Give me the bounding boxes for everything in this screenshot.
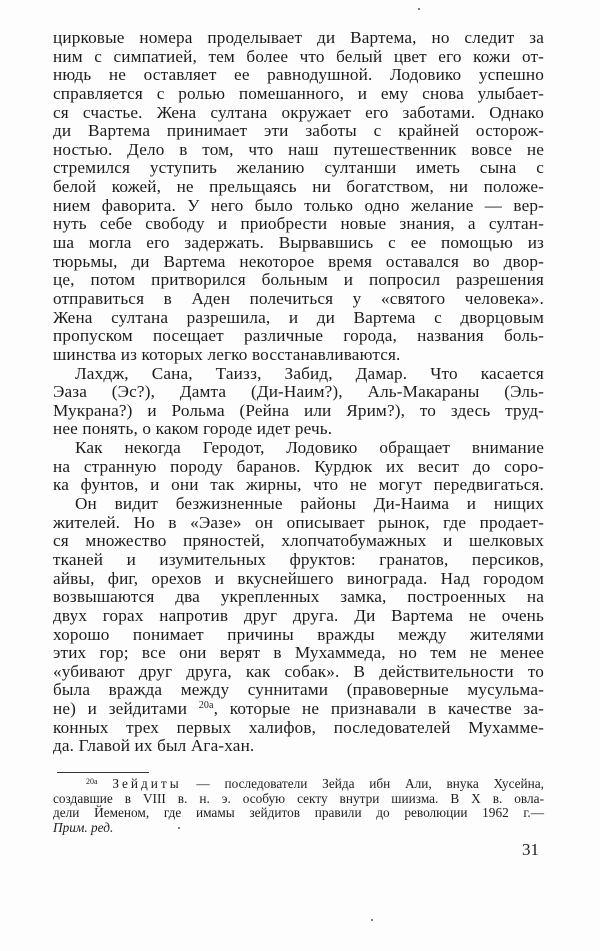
text-line: тканей и изумительных фруктов: гранатов, персиков, xyxy=(53,549,544,569)
text-line: ним с симпатией, тем более что белый цвет его кожи от- xyxy=(53,46,544,66)
footnote-line xyxy=(53,777,544,792)
text-line: на странную породу баранов. Курдюк их весит до соро- xyxy=(53,456,544,476)
text-line: Мукрана?) и Рольма (Рейна или Ярим?), то здесь труд- xyxy=(53,400,544,420)
text-line: была вражда между суннитами (правоверные мусульма- xyxy=(53,680,544,700)
body-text xyxy=(53,29,544,756)
text-line: Он видит безжизненные районы Ди-Наима и нищих xyxy=(75,494,544,514)
text-line: ди Вартема принимает эти заботы с крайней осторож- xyxy=(53,121,544,141)
footnote-text: — последователи Зейда ибн Али, внука Хусейна, xyxy=(181,776,544,791)
text-line: шинства из которых легко восстанавливаются. xyxy=(53,344,401,364)
text-line: цирковые номера проделывает ди Вартема, но следит за xyxy=(53,28,544,47)
scan-speck xyxy=(371,919,373,921)
text-line: да. Главой их был Ага-хан. xyxy=(53,736,255,756)
text-line: ка фунтов, и они так жирны, что не могут передвигаться. xyxy=(53,475,544,495)
text-line: справляется с ролью помешанного, и ему снова улыбает- xyxy=(53,83,544,103)
text-line: Жена султана разрешила, и ди Вартема с дворцовым xyxy=(53,307,544,327)
text-line: це, потом притворился больным и попросил разрешения xyxy=(53,270,544,290)
text-line: «убивают друг друга, как собак». В действительности то xyxy=(53,661,544,681)
footnote-term: Зейдиты xyxy=(112,776,182,791)
text-line: Эаза (Эс?), Дамта (Ди-Наим?), Аль-Макараны (Эль- xyxy=(53,382,544,402)
text-line: тюрьмы, ди Вартема некоторое время оставался во двор- xyxy=(53,251,544,271)
text-line: возвышаются два укрепленных замка, построенных на xyxy=(53,587,544,607)
text-line: пропуском посещает различные города, названия боль- xyxy=(53,326,544,346)
footnote-marker: 20a xyxy=(86,777,98,786)
text-line: нуть себе свободу и приобрести новые знания, а султан- xyxy=(53,214,544,234)
footnote-line: дели Йеменом, где имамы зейдитов правили до революции 1962 г.— xyxy=(53,805,544,821)
footnote xyxy=(53,777,544,835)
footnote-reference: 20a xyxy=(198,700,214,712)
text-line: нием фаворита. У него было только одно желание — вер- xyxy=(53,195,544,215)
text-line: нюдь не оставляет ее равнодушной. Лодовико успешно xyxy=(53,65,544,85)
text-line: конных трех первых халифов, последователей Мухамме- xyxy=(53,717,544,737)
footnote-divider xyxy=(57,772,149,773)
text-line: двух горах напротив друг друга. Ди Вартема не очень xyxy=(53,605,544,625)
text-line: айвы, фиг, орехов и вкуснейшего винограда. Над городом xyxy=(53,568,544,588)
text-line: отправиться в Аден полечиться у «святого человека». xyxy=(53,288,544,308)
text-line: ностью. Дело в том, что наш путешественник вовсе не xyxy=(53,139,544,159)
text-line: хорошо понимает причины вражды между жителями xyxy=(53,624,544,644)
text-line: белой кожей, не прельщаясь ни богатством, ни положе- xyxy=(53,177,544,197)
footnote-line: создавшие в VIII в. н. э. особую секту внутри шиизма. В X в. овла- xyxy=(53,790,544,806)
text-line xyxy=(53,700,544,719)
text-line: Как некогда Геродот, Лодовико обращает внимание xyxy=(75,438,544,458)
text-line: ся множество пряностей, хлопчатобумажных и шелковых xyxy=(53,531,544,551)
page-number: 31 xyxy=(522,840,539,859)
text-line: этих гор; все они верят в Мухаммеда, но тем не менее xyxy=(53,643,544,663)
text-line: нее понять, о каком городе идет речь. xyxy=(53,419,333,439)
text-line: Лахдж, Сана, Таизз, Забид, Дамар. Что касается xyxy=(75,363,544,383)
text-segment: не) и зейдитами xyxy=(53,699,199,719)
text-line: ся счастье. Жена султана окружает его заботами. Однако xyxy=(53,102,544,122)
text-line: жителей. Но в «Эазе» он описывает рынок, где продает- xyxy=(53,512,544,532)
editor-note: Прим. ред. xyxy=(53,819,114,835)
scan-speck xyxy=(418,8,420,10)
text-segment: , которые не признавали в качестве за- xyxy=(213,699,544,719)
text-line: стремился уступить желанию султанши иметь сына с xyxy=(53,158,544,178)
text-line: ша могла его задержать. Вырвавшись с ее помощью из xyxy=(53,233,544,253)
